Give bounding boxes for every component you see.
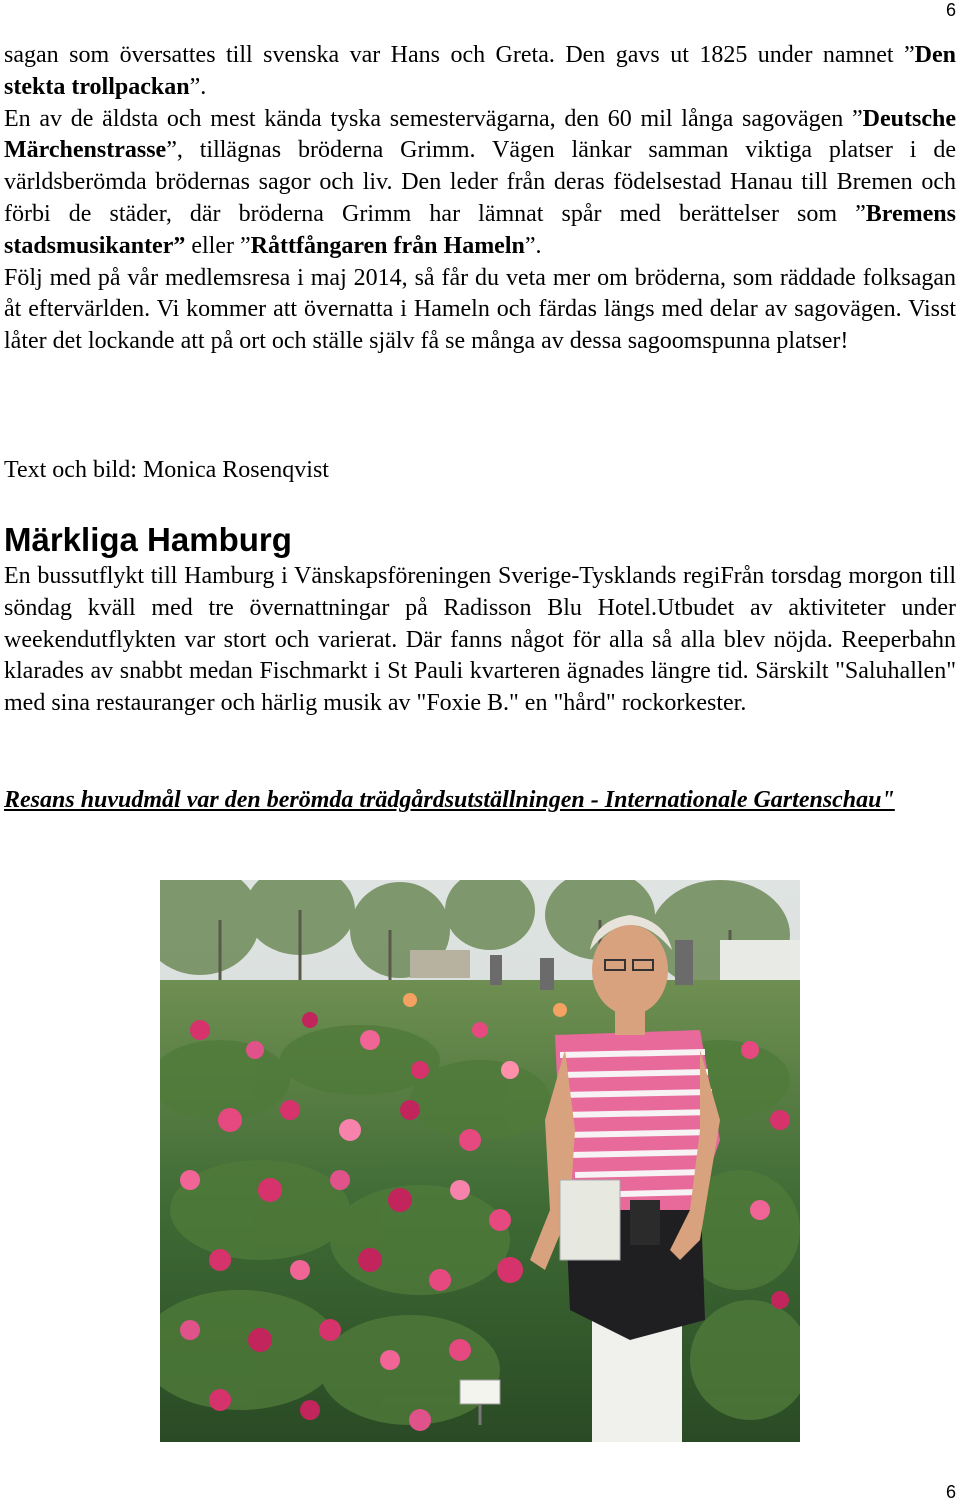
paragraph-hans-och-greta: [4, 40, 956, 104]
text: eller ”: [185, 232, 251, 259]
garden-photo-illustration: [160, 880, 800, 1442]
title-emphasis: Deutsche Märchenstrasse: [4, 105, 956, 164]
title-emphasis: Bremens stadsmusikanter”: [4, 200, 956, 259]
photo-credit: Text och bild: Monica Rosenqvist: [4, 457, 329, 483]
emphasis-paragraph: Resans huvudmål var den berömda trädgårdsutställningen - Internationale Gartenschau": [4, 787, 895, 813]
garden-photo: [160, 880, 800, 1442]
text: sagan som översattes till svenska var Hans och Greta. Den gavs ut 1825 under namnet ”: [4, 42, 915, 68]
article-sagovagen: [4, 40, 956, 358]
article-hamburg-body: En bussutflykt till Hamburg i Vänskapsföreningen Sverige-Tysklands regiFrån torsdag morgon till söndag kväll med tre övernattningar på Radisson Blu Hotel.Utbudet av aktiviteter under weekendutflykten var stort och varierat. Där fanns något för alla så alla blev nöjda. Reeperbahn klarades av snabbt medan Fischmarkt i St Pauli kvarteren ägnades längre tid. Särskilt "Saluhallen" med sina restauranger och härlig musik av "Foxie B." en "hård" rockorkester.: [4, 563, 956, 717]
page-number-bottom: 6: [945, 1482, 956, 1502]
paragraph-medlemsresa: Följ med på vår medlemsresa i maj 2014, så får du veta mer om bröderna, som räddade folksagan åt eftervärlden. Vi kommer att övernatta i Hameln och färdas längs med delar av sagovägen. Visst låter det lockande att på ort och ställe själv få se många av dessa sagoomspunna platser!: [4, 264, 956, 355]
text: ”.: [524, 232, 542, 259]
paragraph-marchenstrasse: [4, 104, 956, 263]
title-emphasis: Den stekta trollpackan: [4, 42, 956, 100]
text: ”.: [189, 73, 207, 100]
section-heading: Märkliga Hamburg: [4, 521, 292, 558]
text: En av de äldsta och mest kända tyska semestervägarna, den 60 mil långa sagovägen ”: [4, 105, 863, 132]
text: ”, tillägnas bröderna Grimm. Vägen länkar samman viktiga platser i de världsberömda brödernas sagor och liv. Den leder från deras födelsestad Hanau till Bremen och förbi de städer, där bröderna Grimm har lämnat spår med berättelser som ”: [4, 137, 956, 227]
title-emphasis: Råttfångaren från Hameln: [250, 232, 525, 259]
page-number-top: 6: [945, 0, 956, 20]
